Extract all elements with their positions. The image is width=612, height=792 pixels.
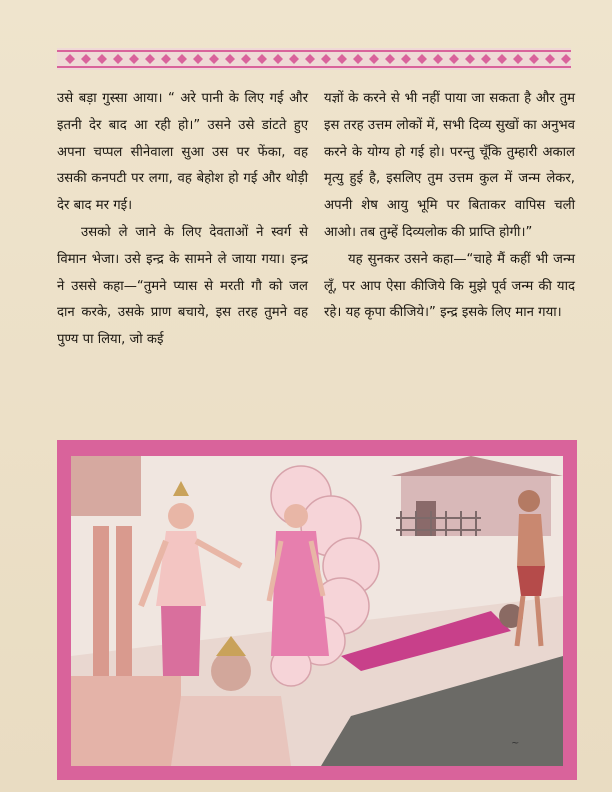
left-paragraph-1: उसे बड़ा गुस्सा आया। “ अरे पानी के लिए गई और इतनी देर बाद आ रही हो।” उसने उसे डांटते हुए अपना चप्पल सीनेवाला सुआ उस पर फेंका, वह उसकी कनपटी पर लगा, वह बेहोश हो गई और थोड़ी देर बाद मर गई।: [57, 91, 308, 214]
story-illustration: [57, 440, 577, 780]
artist-signature: ~: [511, 738, 520, 749]
right-paragraph-2: यह सुनकर उसने कहा—“चाहे मैं कहीं भी जन्म लूँ, पर आप ऐसा कीजिये कि मुझे पूर्व जन्म की याद रहे। यह कृपा कीजिये।” इन्द्र इसके लिए मान गया।: [324, 251, 575, 321]
right-paragraph-1: यज्ञों के करने से भी नहीं पाया जा सकता है और तुम इस तरह उत्तम लोकों में, सभी दिव्य सुखों का अनुभव करने के योग्य हो गई हो। परन्तु चूँकि तुम्हारी अकाल मृत्यु हुई है, इसलिए तुम उत्तम कुल में जन्म लेकर, अपनी शेष आयु भूमि पर बिताकर वापिस चली आओ। तब तुम्हें दिव्यलोक की प्राप्ति होगी।”: [324, 91, 575, 240]
text-columns: [57, 86, 575, 426]
decorative-border: [57, 48, 571, 70]
left-column: [57, 86, 308, 426]
right-column: [324, 86, 575, 426]
left-paragraph-2: उसको ले जाने के लिए देवताओं ने स्वर्ग से विमान भेजा। उसे इन्द्र के सामने ले जाया गया। इन्द्र ने उससे कहा—“तुमने प्यास से मरती गौ को जल दान करके, उसके प्राण बचाये, इस तरह तुमने वह पुण्य पा लिया, जो कई: [57, 224, 308, 348]
illustration-scene: [71, 456, 563, 766]
